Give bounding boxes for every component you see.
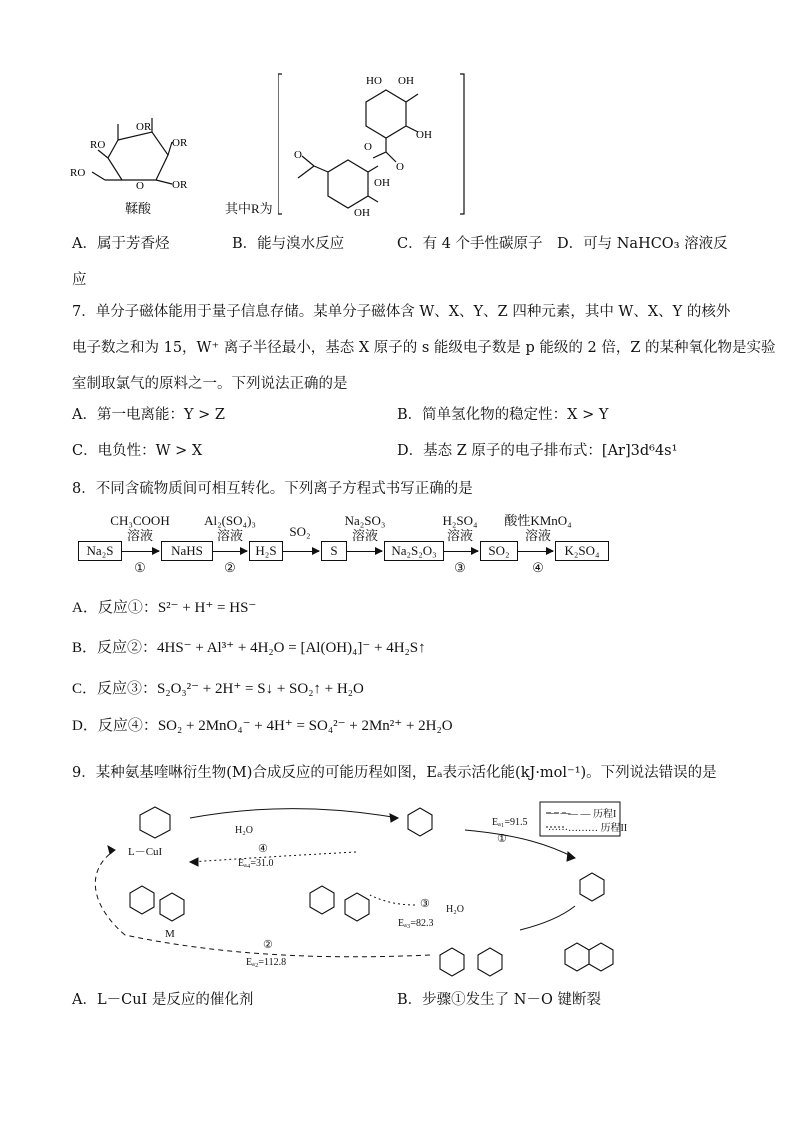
condition-3-reagent: SO₂ xyxy=(289,524,311,539)
q9-option-b[interactable]: B．步骤①发生了 N－O 键断裂 xyxy=(397,992,601,1008)
q8-option-a[interactable]: A．反应①：S²⁻ + H⁺ = HS⁻ xyxy=(72,600,257,616)
condition-1-reagent: CH₃COOH xyxy=(110,513,170,528)
svg-text:OR: OR xyxy=(172,179,188,191)
species-k2so4: K₂SO₄ xyxy=(555,541,609,561)
svg-text:RO: RO xyxy=(70,167,86,179)
svg-text:RO: RO xyxy=(90,139,106,151)
condition-5-solution: 溶液 xyxy=(446,528,473,543)
svg-text:O: O xyxy=(294,149,302,161)
q7-stem-line1: 7．单分子磁体能用于量子信息存储。某单分子磁体含 W、X、Y、Z 四种元素，其中 W、X、Y 的核外 xyxy=(72,304,731,320)
svg-text:O: O xyxy=(364,141,372,153)
condition-6-number: ④ xyxy=(532,560,544,575)
condition-6-reagent: 酸性KMnO₄ xyxy=(504,513,572,528)
condition-2-solution: 溶液 xyxy=(216,528,243,543)
q8-stem: 8．不同含硫物质间可相互转化。下列离子方程式书写正确的是 xyxy=(72,481,473,497)
condition-1-solution: 溶液 xyxy=(126,528,153,543)
svg-text:OH: OH xyxy=(416,129,432,141)
svg-text:— —: — — xyxy=(548,808,571,819)
ea3-label: Eₐ₃=82.3 xyxy=(398,918,434,929)
condition-1-number: ① xyxy=(134,560,146,575)
q7-option-c[interactable]: C．电负性：W > X xyxy=(72,443,203,459)
ea2-label: Eₐ₂=112.8 xyxy=(246,957,287,968)
step-2-marker: ② xyxy=(263,939,273,951)
r-group-label: 其中R为 xyxy=(225,201,273,216)
species-nahs: NaHS xyxy=(161,541,213,561)
h2o-label-1: H₂O xyxy=(235,825,253,836)
svg-text:OR: OR xyxy=(136,121,152,133)
legend-path-2: ……… 历程II xyxy=(568,823,628,834)
q6-option-d[interactable]: D．可与 NaHCO₃ 溶液反 xyxy=(557,236,728,252)
svg-text:O: O xyxy=(396,161,404,173)
q6-option-d-continued: 应 xyxy=(72,272,87,288)
step-3-marker: ③ xyxy=(420,898,430,910)
step-1-marker: ① xyxy=(497,833,507,845)
svg-text:OH: OH xyxy=(398,75,414,87)
product-m-label: M xyxy=(165,928,175,940)
ea4-label: Eₐ₄=31.0 xyxy=(238,858,274,869)
svg-text:OR: OR xyxy=(172,137,188,149)
catalyst-label: L－CuI xyxy=(128,846,163,858)
q7-option-d[interactable]: D．基态 Z 原子的电子排布式：[Ar]3d⁶4s¹ xyxy=(397,443,678,459)
legend-path-1: — — 历程I xyxy=(568,809,617,820)
q6-option-c[interactable]: C．有 4 个手性碳原子 xyxy=(397,236,543,252)
svg-text:OH: OH xyxy=(374,177,390,189)
condition-5-reagent: H₂SO₄ xyxy=(442,513,478,528)
condition-5-number: ③ xyxy=(454,560,466,575)
condition-2-number: ② xyxy=(224,560,236,575)
species-h2s: H₂S xyxy=(249,541,283,561)
condition-4-reagent: Na₂SO₃ xyxy=(344,513,386,528)
q7-stem-line2: 电子数之和为 15，W⁺ 离子半径最小，基态 X 原子的 s 能级电子数是 p 能级的 2 倍，Z 的某种氧化物是实验 xyxy=(72,340,776,356)
q7-option-b[interactable]: B．简单氢化物的稳定性：X > Y xyxy=(397,407,609,423)
h2o-label-2: H₂O xyxy=(446,904,464,915)
q8-option-b[interactable]: B．反应②：4HS⁻ + Al³⁺ + 4H₂O = [Al(OH)₄]⁻ + 4H₂S↑ xyxy=(72,640,426,656)
q9-option-a[interactable]: A．L－CuI 是反应的催化剂 xyxy=(72,992,254,1008)
q6-option-a[interactable]: A．属于芳香烃 xyxy=(72,236,170,252)
tannic-acid-label: 鞣酸 xyxy=(125,201,152,216)
q7-stem-line3: 室制取氯气的原料之一。下列说法正确的是 xyxy=(72,376,348,392)
q7-option-a[interactable]: A．第一电离能：Y > Z xyxy=(72,407,225,423)
svg-text:HO: HO xyxy=(366,75,382,87)
condition-2-reagent: Al₂(SO₄)₃ xyxy=(204,513,256,528)
species-na2s2o3: Na₂S₂O₃ xyxy=(384,541,444,561)
species-na2s: Na₂S xyxy=(78,541,122,561)
species-s: S xyxy=(321,541,347,561)
svg-text:……: …… xyxy=(548,822,568,833)
step-4-marker: ④ xyxy=(258,843,268,855)
condition-4-solution: 溶液 xyxy=(351,528,378,543)
q6-option-b[interactable]: B．能与溴水反应 xyxy=(232,236,345,252)
q8-option-d[interactable]: D．反应④：SO₂ + 2MnO₄⁻ + 4H⁺ = SO₄²⁻ + 2Mn²⁺ + 2H₂O xyxy=(72,718,453,734)
species-so2: SO₂ xyxy=(480,541,518,561)
q8-option-c[interactable]: C．反应③：S₂O₃²⁻ + 2H⁺ = S↓ + SO₂↑ + H₂O xyxy=(72,681,364,697)
q9-stem: 9．某种氨基喹啉衍生物(M)合成反应的可能历程如图，Eₐ表示活化能(kJ·mol⁻¹)。下列说法错误的是 xyxy=(72,765,717,781)
ea1-label: Eₐ₁=91.5 xyxy=(492,817,528,828)
svg-text:O: O xyxy=(136,180,144,192)
svg-text:OH: OH xyxy=(354,207,370,219)
condition-6-solution: 溶液 xyxy=(524,528,551,543)
